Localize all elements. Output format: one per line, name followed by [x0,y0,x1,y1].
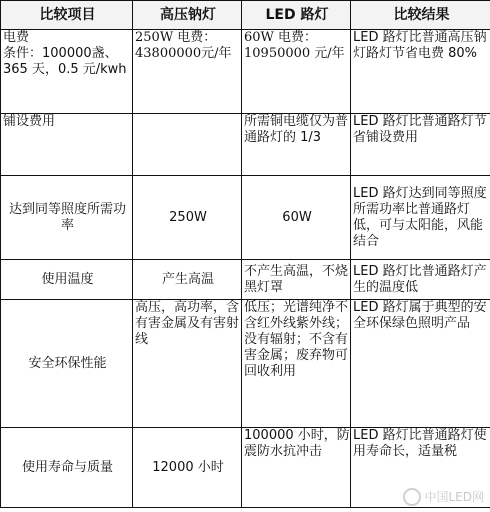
hps-cell [133,114,242,176]
watermark-logo-icon [403,488,421,506]
result-cell: LED 路灯比普通高压钠灯路灯节省电费 80% [351,30,490,114]
hps-cell: 250W 电费：43800000元/年 [133,30,242,114]
hps-cell: 产生高温 [133,260,242,300]
table-row [1,300,490,428]
result-cell: LED 路灯比普通路灯使用寿命长，适量税 [351,428,490,508]
header-row [1,1,490,30]
result-cell: LED 路灯比普通路灯节省铺设费用 [351,114,490,176]
hps-cell: 12000 小时 [133,428,242,508]
item-cell: 使用寿命与质量 [1,428,133,508]
led-cell: 60W 电费：10950000 元/年 [242,30,351,114]
header-led: LED 路灯 [242,1,351,30]
item-cell: 安全环保性能 [1,300,133,428]
hps-cell: 250W [133,176,242,260]
result-cell: LED 路灯达到同等照度所需功率比普通路灯低，可与太阳能，风能结合 [351,176,490,260]
led-cell: 所需铜电缆仅为普通路灯的 1/3 [242,114,351,176]
led-cell: 60W [242,176,351,260]
item-cell: 铺设费用 [1,114,133,176]
table-row [1,176,490,260]
result-cell: LED 路灯属于典型的安全环保绿色照明产品 [351,300,490,428]
table-row [1,30,490,114]
result-cell: LED 路灯比普通路灯产生的温度低 [351,260,490,300]
watermark-text: 中国LED网 [424,489,484,504]
led-cell: 100000 小时，防震防水抗冲击 [242,428,351,508]
header-result: 比较结果 [351,1,490,30]
header-item: 比较项目 [1,1,133,30]
led-cell: 低压；光谱纯净不含红外线紫外线；没有辐射；不含有害金属；废弃物可回收利用 [242,300,351,428]
item-cell [1,30,133,114]
item-cell: 达到同等照度所需功率 [1,176,133,260]
watermark [403,488,484,507]
table-row [1,114,490,176]
item-electricity: 电费 条件：100000盏、365 天，0.5 元/kwh [3,30,127,77]
table-row [1,260,490,300]
item-cell: 使用温度 [1,260,133,300]
hps-cell: 高压，高功率，含有害金属及有害射线 [133,300,242,428]
led-cell: 不产生高温，不烧黑灯罩 [242,260,351,300]
header-hps: 高压钠灯 [133,1,242,30]
